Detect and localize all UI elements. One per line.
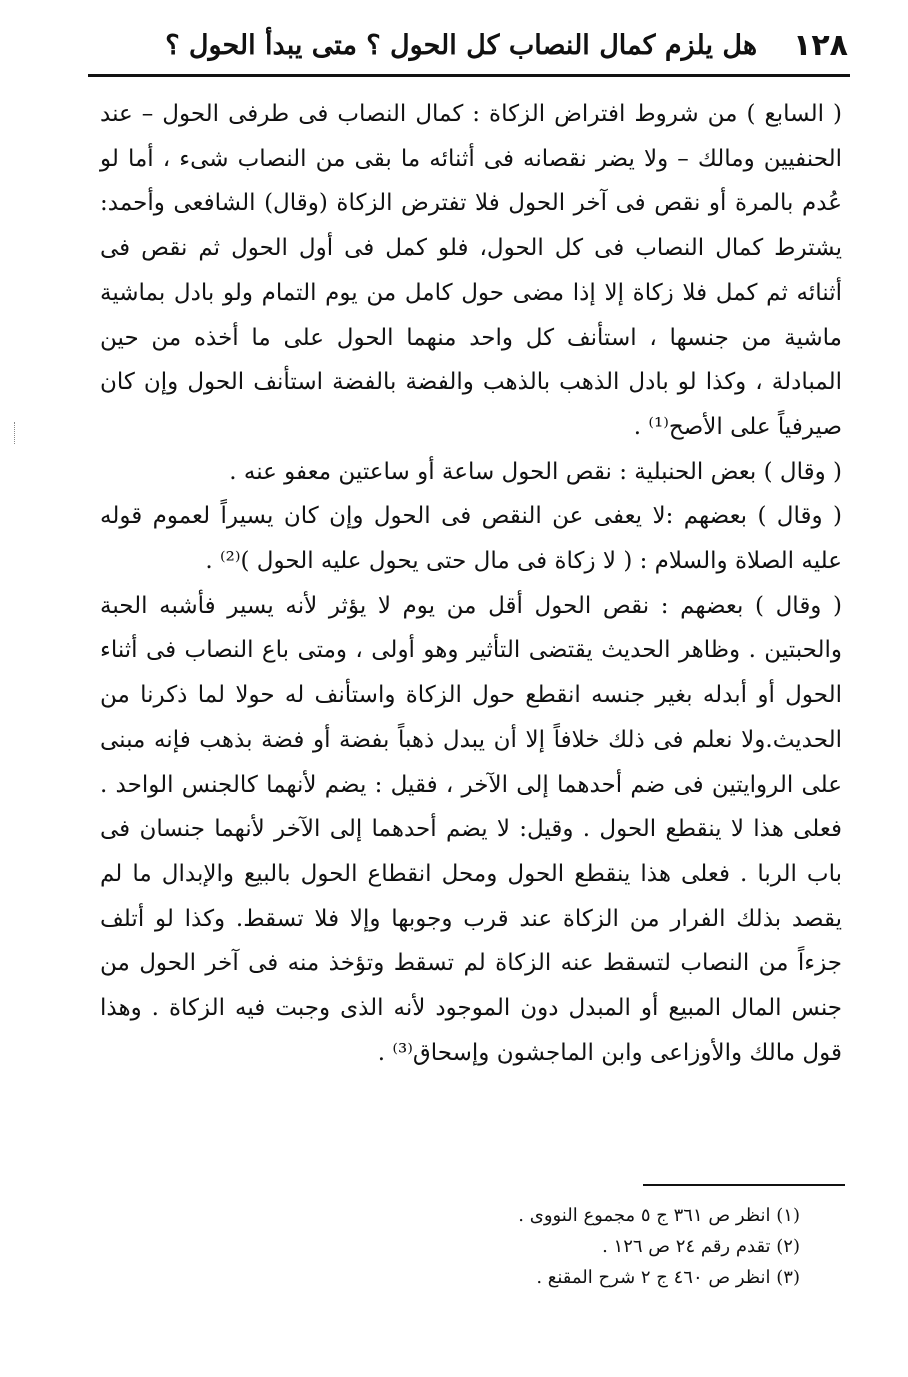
paragraph-seventh-condition: ( السابع ) من شروط افتراض الزكاة : كمال النصاب فى طرفى الحول – عند الحنفيين ومالك – ولا يضر نقصانه فى أثنائه ما بقى من النصاب شىء ، أما لو عُدم بالمرة أو نقص فى آخر الحول فلا تفترض الزكاة (وقال) الشافعى وأحمد: يشترط كمال النصاب فى كل الحول، فلو كمل فى أول الحول ثم نقص فى أثنائه ثم كمل فلا زكاة إلا إذا مضى حول كامل من يوم التمام ولو بادل بماشية ماشية من جنسها ، استأنف كل واحد منهما الحول على ما أخذه من حين المبادلة ، وكذا لو بادل الذهب بالذهب والفضة بالفضة استأنف الحول وإن كان صيرفياً على الأصح⁽¹⁾ . <box>100 101 842 440</box>
paragraph-less-than-day-view: ( وقال ) بعضهم : نقص الحول أقل من يوم لا يؤثر لأنه يسير فأشبه الحبة والحبتين . وظاهر الحديث يقتضى التأثير وهو أولى ، ومتى باع النصاب فى أثناء الحول أو أبدله بغير جنسه انقطع حول الزكاة واستأنف له حولا لما ذكرنا من الحديث.ولا نعلم فى ذلك خلافاً إلا أن يبدل ذهباً بفضة أو فضة بذهب فإنه مبنى على الروايتين فى ضم أحدهما إلى الآخر ، فقيل : يضم لأنهما كالجنس الواحد . فعلى هذا لا ينقطع الحول . وقيل: لا يضم أحدهما إلى الآخر لأنهما جنسان فى باب الربا . فعلى هذا ينقطع الحول ومحل انقطاع الحول بالبيع والإبدال ما لم يقصد بذلك الفرار من الزكاة عند قرب وجوبها وإلا فلا تسقط. وكذا لو أتلف جزءاً من النصاب لتسقط عنه الزكاة لم تسقط وتؤخذ منه فى آخر الحول من جنس المال المبيع أو المبدل دون الموجود لأنه الذى وجبت فيه الزكاة . وهذا قول مالك والأوزاعى وابن الماجشون وإسحاق⁽³⁾ . <box>100 592 842 1066</box>
scan-edge-mark <box>14 422 17 444</box>
paragraph-no-exemption-view: ( وقال ) بعضهم :لا يعفى عن النقص فى الحول وإن كان يسيراً لعموم قوله عليه الصلاة والسلام : ( لا زكاة فى مال حتى يحول عليه الحول )⁽²⁾ . <box>100 503 842 575</box>
body-text <box>100 92 842 1075</box>
footnote-1: (١) انظر ص ٣٦١ ج ٥ مجموع النووى . <box>518 1205 800 1226</box>
page-header <box>96 22 848 68</box>
running-title: هل يلزم كمال النصاب كل الحول ؟ متى يبدأ الحول ؟ <box>165 29 758 61</box>
paragraph-hanbali-view: ( وقال ) بعض الحنبلية : نقص الحول ساعة أو ساعتين معفو عنه . <box>229 458 842 485</box>
header-rule <box>88 74 850 77</box>
footnote-2: (٢) تقدم رقم ٢٤ ص ١٢٦ . <box>602 1236 800 1257</box>
footnote-rule <box>643 1184 845 1186</box>
page-number: ١٢٨ <box>793 27 848 63</box>
footnote-3: (٣) انظر ص ٤٦٠ ج ٢ شرح المقنع . <box>536 1267 800 1288</box>
footnotes <box>380 1200 800 1293</box>
